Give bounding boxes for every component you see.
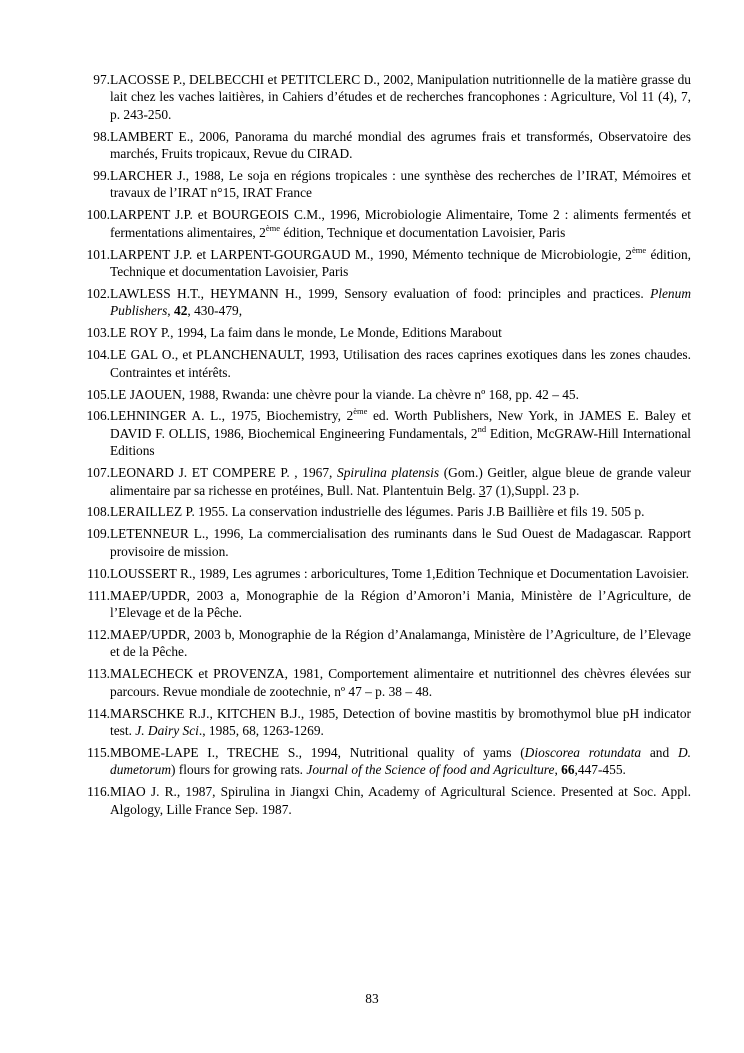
reference-item [62,705,691,740]
reference-text: MARSCHKE R.J., KITCHEN B.J., 1985, Detection of bovine mastitis by bromothymol blue pH indicator test. J. Dairy Sci., 1985, 68, 1263-1269. [110,705,691,738]
reference-item [62,783,691,818]
reference-text: LEONARD J. ET COMPERE P. , 1967, Spirulina platensis (Gom.) Geitler, algue bleue de grande valeur alimentaire par sa richesse en protéines, Bull. Nat. Plantentuin Belg. 37 (1),Suppl. 23 p. [110,465,691,498]
reference-number: 116. [87,784,110,800]
reference-number: 105. [86,386,110,402]
reference-number: 98. [93,128,110,144]
reference-item [62,665,691,700]
reference-text: LE ROY P., 1994, La faim dans le monde, Le Monde, Editions Marabout [110,325,502,341]
reference-item [62,128,691,163]
reference-item [62,71,691,123]
reference-item [62,407,691,459]
reference-item [62,587,691,622]
reference-list [62,71,691,822]
reference-text: LETENNEUR L., 1996, La commercialisation des ruminants dans le Sud Ouest de Madagascar. Rapport provisoire de mission. [110,526,691,559]
reference-item [62,167,691,202]
reference-text: LOUSSERT R., 1989, Les agrumes : arboricultures, Tome 1,Edition Technique et Documentation Lavoisier. [110,565,689,581]
reference-text: MALECHECK et PROVENZA, 1981, Comportement alimentaire et nutritionnel des chèvres élevées sur parcours. Revue mondiale de zootechnie, nº 47 – p. 38 – 48. [110,666,691,699]
reference-number: 103. [86,325,110,341]
reference-item [62,565,691,582]
reference-number: 110. [87,565,110,581]
reference-text: MBOME-LAPE I., TRECHE S., 1994, Nutritional quality of yams (Dioscorea rotundata and D. dumetorum) flours for growing rats. Journal of the Science of food and Agriculture, 66,447-455. [110,744,692,778]
page-number: 83 [365,991,379,1006]
reference-number: 102. [86,285,110,301]
reference-item [62,324,691,341]
reference-number: 108. [86,504,110,520]
reference-text: LE JAOUEN, 1988, Rwanda: une chèvre pour la viande. La chèvre nº 168, pp. 42 – 45. [110,386,579,402]
reference-number: 115. [87,744,110,760]
reference-text: LEHNINGER A. L., 1975, Biochemistry, 2ème ed. Worth Publishers, New York, in JAMES E. Baley et DAVID F. OLLIS, 1986, Biochemical Engineering Fundamentals, 2nd Edition, McGRAW-Hill International Editions [110,406,692,459]
reference-text: LE GAL O., et PLANCHENAULT, 1993, Utilisation des races caprines exotiques dans les zones chaudes. Contraintes et intérêts. [110,347,691,380]
reference-item [62,285,691,320]
reference-number: 100. [86,207,110,223]
reference-text: LAMBERT E., 2006, Panorama du marché mondial des agrumes frais et transformés, Observatoire des marchés, Fruits tropicaux, Revue du CIRAD. [110,128,691,162]
reference-text: LARPENT J.P. et BOURGEOIS C.M., 1996, Microbiologie Alimentaire, Tome 2 : aliments fermentés et fermentations alimentaires, 2ème édition, Technique et documentation Lavoisier, Paris [110,207,691,240]
reference-item [62,525,691,560]
reference-number: 109. [86,526,110,542]
reference-item [62,346,691,381]
reference-text: MIAO J. R., 1987, Spirulina in Jiangxi Chin, Academy of Agricultural Science. Presented at Soc. Appl. Algology, Lille France Sep. 1987. [110,784,691,817]
reference-number: 106. [86,408,110,424]
reference-text: MAEP/UPDR, 2003 a, Monographie de la Région d’Amoron’i Mania, Ministère de l’Agriculture, de l’Elevage et de la Pêche. [110,587,691,620]
reference-number: 112. [87,626,110,642]
reference-number: 113. [87,666,110,682]
reference-text: MAEP/UPDR, 2003 b, Monographie de la Région d’Analamanga, Ministère de l’Agriculture, de l’Elevage et de la Pêche. [110,626,691,660]
reference-text: LACOSSE P., DELBECCHI et PETITCLERC D., 2002, Manipulation nutritionnelle de la matière grasse du lait chez les vaches laitières, in Cahiers d’études et de recherches francophones : Agriculture, Vol 11 (4), 7, p. 243-250. [110,72,691,122]
reference-item [62,626,691,661]
reference-number: 114. [87,705,110,721]
reference-number: 107. [86,465,110,481]
reference-number: 111. [87,587,110,603]
reference-item [62,386,691,403]
reference-text: LARPENT J.P. et LARPENT-GOURGAUD M., 1990, Mémento technique de Microbiologie, 2ème édition, Technique et documentation Lavoisier, Paris [110,244,692,280]
reference-number: 101. [86,246,110,262]
reference-number: 99. [93,168,110,184]
reference-item [62,246,691,281]
reference-number: 104. [86,347,110,363]
reference-text: LAWLESS H.T., HEYMANN H., 1999, Sensory evaluation of food: principles and practices. Plenum Publishers, 42, 430-479, [110,285,691,319]
reference-item [62,503,691,520]
reference-item [62,464,691,499]
reference-text: LARCHER J., 1988, Le soja en régions tropicales : une synthèse des recherches de l’IRAT, Mémoires et travaux de l’IRAT n°15, IRAT France [110,168,691,201]
reference-text: LERAILLEZ P. 1955. La conservation industrielle des légumes. Paris J.B Baillière et fils 19. 505 p. [110,504,645,520]
reference-number: 97. [93,72,110,87]
reference-item [62,744,691,779]
reference-item [62,206,691,241]
